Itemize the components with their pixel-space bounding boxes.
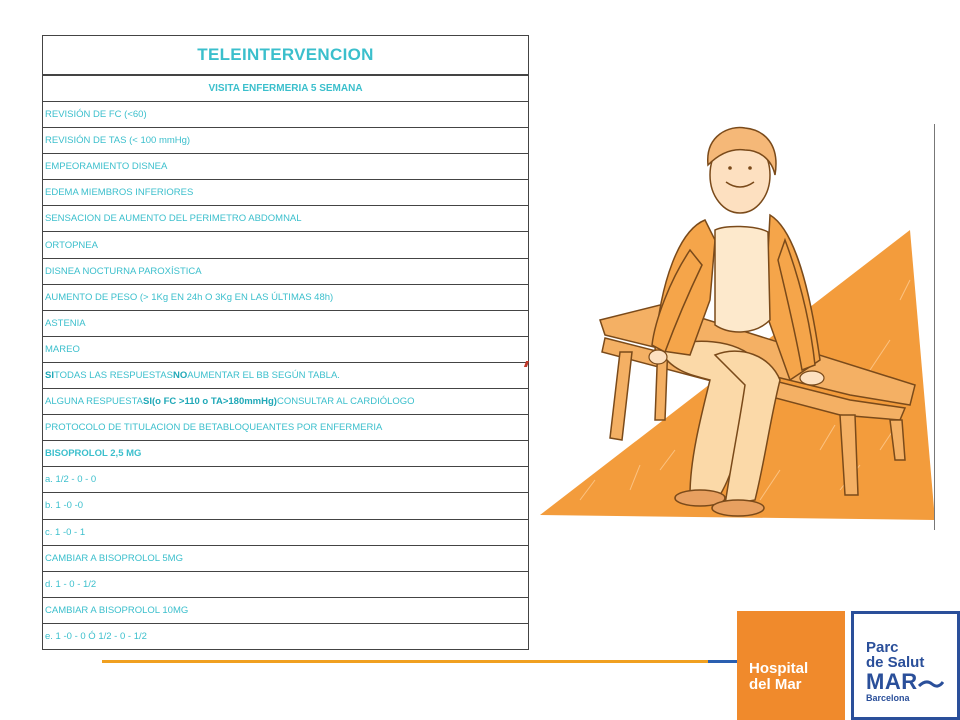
- table-rows: [43, 102, 528, 649]
- logo-parc-line1: Parc: [866, 639, 899, 656]
- footer-line-blue: [708, 660, 738, 663]
- wave-icon: [918, 679, 944, 689]
- table-row: EDEMA MIEMBROS INFERIORES: [43, 180, 528, 206]
- logo-hospital-line2: del Mar: [749, 676, 802, 693]
- table-row: d. 1 - 0 - 1/2: [43, 572, 528, 598]
- table-row: CAMBIAR A BISOPROLOL 5MG: [43, 546, 528, 572]
- table-row: PROTOCOLO DE TITULACION DE BETABLOQUEANTES POR ENFERMERIA: [43, 415, 528, 441]
- table-row: DISNEA NOCTURNA PAROXÍSTICA: [43, 259, 528, 285]
- illustration-border: [934, 124, 935, 530]
- table-row: ORTOPNEA: [43, 232, 528, 258]
- footer-line-orange: [102, 660, 708, 663]
- logo-parc-line2: de Salut: [866, 654, 925, 671]
- woman-on-bench-illustration: [540, 120, 940, 540]
- table-row: REVISIÓN DE TAS (< 100 mmHg): [43, 128, 528, 154]
- table-row: CAMBIAR A BISOPROLOL 10MG: [43, 598, 528, 624]
- table-row: ASTENIA: [43, 311, 528, 337]
- table-row: c. 1 -0 - 1: [43, 520, 528, 546]
- parc-de-salut-mar-logo: [851, 611, 960, 720]
- table-row: SI TODAS LAS RESPUESTAS NO AUMENTAR EL BB SEGÚN TABLA.: [43, 363, 528, 389]
- table-row: AUMENTO DE PESO (> 1Kg EN 24h O 3Kg EN LAS ÚLTIMAS 48h): [43, 285, 528, 311]
- table-subtitle: VISITA ENFERMERIA 5 SEMANA: [43, 76, 528, 102]
- table-row: EMPEORAMIENTO DISNEA: [43, 154, 528, 180]
- head: [708, 127, 776, 213]
- hospital-del-mar-logo: [737, 611, 845, 720]
- logo-hospital-line1: Hospital: [749, 660, 809, 677]
- table-row: MAREO: [43, 337, 528, 363]
- table-row: a. 1/2 - 0 - 0: [43, 467, 528, 493]
- table-row: BISOPROLOL 2,5 MG: [43, 441, 528, 467]
- table-title: TELEINTERVENCION: [43, 36, 528, 76]
- table-row: REVISIÓN DE FC (<60): [43, 102, 528, 128]
- table-row: b. 1 -0 -0: [43, 493, 528, 519]
- teleintervencion-table: [42, 35, 529, 650]
- logo-parc-line3: MAR: [866, 671, 957, 693]
- table-row: e. 1 -0 - 0 Ó 1/2 - 0 - 1/2: [45, 630, 147, 642]
- logo-parc-line4: Barcelona: [866, 693, 910, 703]
- table-row: ALGUNA RESPUESTA SI(o FC >110 o TA>180mmHg) CONSULTAR AL CARDIÓLOGO: [43, 389, 528, 415]
- table-row: SENSACION DE AUMENTO DEL PERIMETRO ABDOMNAL: [43, 206, 528, 232]
